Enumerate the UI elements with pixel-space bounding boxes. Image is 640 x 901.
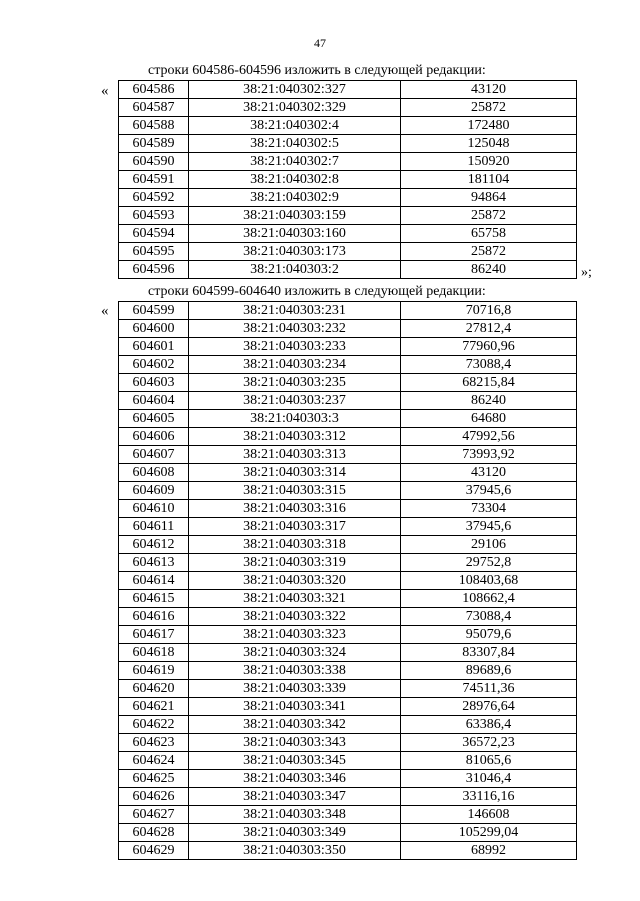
value-cell: 29106 xyxy=(401,536,577,554)
value-cell: 77960,96 xyxy=(401,338,577,356)
table-row xyxy=(119,518,577,536)
row-number-cell: 604628 xyxy=(119,824,189,842)
table-row xyxy=(119,225,577,243)
value-cell: 31046,4 xyxy=(401,770,577,788)
value-cell: 86240 xyxy=(401,392,577,410)
value-cell: 37945,6 xyxy=(401,518,577,536)
value-cell: 125048 xyxy=(401,135,577,153)
table-row xyxy=(119,572,577,590)
cadastral-number-cell: 38:21:040303:2 xyxy=(189,261,401,279)
cadastral-number-cell: 38:21:040303:3 xyxy=(189,410,401,428)
page-number: 47 xyxy=(314,36,326,50)
closing-quote-1: »; xyxy=(581,265,592,280)
section-heading-1: строки 604586-604596 изложить в следующей редакции: xyxy=(148,63,486,78)
cadastral-number-cell: 38:21:040303:233 xyxy=(189,338,401,356)
row-number-cell: 604586 xyxy=(119,81,189,99)
table-row xyxy=(119,302,577,320)
row-number-cell: 604607 xyxy=(119,446,189,464)
cadastral-number-cell: 38:21:040303:319 xyxy=(189,554,401,572)
table-row xyxy=(119,842,577,860)
cadastral-number-cell: 38:21:040303:234 xyxy=(189,356,401,374)
value-cell: 33116,16 xyxy=(401,788,577,806)
row-number-cell: 604617 xyxy=(119,626,189,644)
table-row xyxy=(119,81,577,99)
table-row xyxy=(119,428,577,446)
row-number-cell: 604591 xyxy=(119,171,189,189)
cadastral-number-cell: 38:21:040302:329 xyxy=(189,99,401,117)
value-cell: 37945,6 xyxy=(401,482,577,500)
table-row xyxy=(119,608,577,626)
row-number-cell: 604620 xyxy=(119,680,189,698)
table-row xyxy=(119,788,577,806)
row-number-cell: 604627 xyxy=(119,806,189,824)
table-row xyxy=(119,338,577,356)
row-number-cell: 604593 xyxy=(119,207,189,225)
cadastral-number-cell: 38:21:040303:345 xyxy=(189,752,401,770)
cadastral-number-cell: 38:21:040303:313 xyxy=(189,446,401,464)
cadastral-number-cell: 38:21:040302:7 xyxy=(189,153,401,171)
row-number-cell: 604611 xyxy=(119,518,189,536)
cadastral-number-cell: 38:21:040303:312 xyxy=(189,428,401,446)
value-cell: 43120 xyxy=(401,81,577,99)
row-number-cell: 604587 xyxy=(119,99,189,117)
table-row xyxy=(119,243,577,261)
value-cell: 89689,6 xyxy=(401,662,577,680)
row-number-cell: 604600 xyxy=(119,320,189,338)
table-row xyxy=(119,734,577,752)
value-cell: 68992 xyxy=(401,842,577,860)
cadastral-number-cell: 38:21:040302:5 xyxy=(189,135,401,153)
cadastral-number-cell: 38:21:040303:342 xyxy=(189,716,401,734)
cadastral-number-cell: 38:21:040302:327 xyxy=(189,81,401,99)
cadastral-number-cell: 38:21:040303:173 xyxy=(189,243,401,261)
row-number-cell: 604610 xyxy=(119,500,189,518)
table-row xyxy=(119,644,577,662)
table-row xyxy=(119,135,577,153)
data-table-1 xyxy=(118,80,577,279)
row-number-cell: 604622 xyxy=(119,716,189,734)
cadastral-number-cell: 38:21:040303:350 xyxy=(189,842,401,860)
table-row xyxy=(119,392,577,410)
row-number-cell: 604625 xyxy=(119,770,189,788)
table-row xyxy=(119,716,577,734)
cadastral-number-cell: 38:21:040302:9 xyxy=(189,189,401,207)
value-cell: 150920 xyxy=(401,153,577,171)
row-number-cell: 604612 xyxy=(119,536,189,554)
section-heading-2: строки 604599-604640 изложить в следующей редакции: xyxy=(148,284,486,299)
value-cell: 29752,8 xyxy=(401,554,577,572)
cadastral-number-cell: 38:21:040303:343 xyxy=(189,734,401,752)
cadastral-number-cell: 38:21:040303:314 xyxy=(189,464,401,482)
table-row xyxy=(119,356,577,374)
cadastral-number-cell: 38:21:040303:159 xyxy=(189,207,401,225)
value-cell: 43120 xyxy=(401,464,577,482)
cadastral-number-cell: 38:21:040303:231 xyxy=(189,302,401,320)
cadastral-number-cell: 38:21:040303:316 xyxy=(189,500,401,518)
row-number-cell: 604624 xyxy=(119,752,189,770)
row-number-cell: 604601 xyxy=(119,338,189,356)
cadastral-number-cell: 38:21:040303:347 xyxy=(189,788,401,806)
value-cell: 64680 xyxy=(401,410,577,428)
table-row xyxy=(119,374,577,392)
value-cell: 28976,64 xyxy=(401,698,577,716)
table-row xyxy=(119,806,577,824)
row-number-cell: 604605 xyxy=(119,410,189,428)
row-number-cell: 604596 xyxy=(119,261,189,279)
table-row xyxy=(119,482,577,500)
row-number-cell: 604588 xyxy=(119,117,189,135)
row-number-cell: 604589 xyxy=(119,135,189,153)
cadastral-number-cell: 38:21:040302:4 xyxy=(189,117,401,135)
opening-quote-1: « xyxy=(101,83,109,99)
table-row xyxy=(119,99,577,117)
table-row xyxy=(119,680,577,698)
value-cell: 27812,4 xyxy=(401,320,577,338)
cadastral-number-cell: 38:21:040303:339 xyxy=(189,680,401,698)
table-row xyxy=(119,410,577,428)
value-cell: 63386,4 xyxy=(401,716,577,734)
value-cell: 73088,4 xyxy=(401,608,577,626)
row-number-cell: 604623 xyxy=(119,734,189,752)
value-cell: 108662,4 xyxy=(401,590,577,608)
value-cell: 65758 xyxy=(401,225,577,243)
cadastral-number-cell: 38:21:040303:346 xyxy=(189,770,401,788)
row-number-cell: 604619 xyxy=(119,662,189,680)
cadastral-number-cell: 38:21:040302:8 xyxy=(189,171,401,189)
row-number-cell: 604626 xyxy=(119,788,189,806)
row-number-cell: 604603 xyxy=(119,374,189,392)
table-row xyxy=(119,500,577,518)
table-row xyxy=(119,261,577,279)
row-number-cell: 604615 xyxy=(119,590,189,608)
cadastral-number-cell: 38:21:040303:320 xyxy=(189,572,401,590)
value-cell: 25872 xyxy=(401,207,577,225)
table-row xyxy=(119,554,577,572)
table-row xyxy=(119,446,577,464)
value-cell: 181104 xyxy=(401,171,577,189)
row-number-cell: 604595 xyxy=(119,243,189,261)
value-cell: 146608 xyxy=(401,806,577,824)
value-cell: 47992,56 xyxy=(401,428,577,446)
cadastral-number-cell: 38:21:040303:315 xyxy=(189,482,401,500)
value-cell: 108403,68 xyxy=(401,572,577,590)
cadastral-number-cell: 38:21:040303:160 xyxy=(189,225,401,243)
row-number-cell: 604608 xyxy=(119,464,189,482)
value-cell: 25872 xyxy=(401,99,577,117)
table-row xyxy=(119,189,577,207)
table-row xyxy=(119,207,577,225)
value-cell: 94864 xyxy=(401,189,577,207)
value-cell: 68215,84 xyxy=(401,374,577,392)
table-row xyxy=(119,171,577,189)
cadastral-number-cell: 38:21:040303:318 xyxy=(189,536,401,554)
table-row xyxy=(119,662,577,680)
cadastral-number-cell: 38:21:040303:338 xyxy=(189,662,401,680)
row-number-cell: 604604 xyxy=(119,392,189,410)
table-row xyxy=(119,117,577,135)
row-number-cell: 604609 xyxy=(119,482,189,500)
table-row xyxy=(119,698,577,716)
row-number-cell: 604629 xyxy=(119,842,189,860)
table-row xyxy=(119,590,577,608)
value-cell: 73993,92 xyxy=(401,446,577,464)
value-cell: 172480 xyxy=(401,117,577,135)
value-cell: 36572,23 xyxy=(401,734,577,752)
cadastral-number-cell: 38:21:040303:323 xyxy=(189,626,401,644)
row-number-cell: 604613 xyxy=(119,554,189,572)
table-row xyxy=(119,464,577,482)
row-number-cell: 604614 xyxy=(119,572,189,590)
table-row xyxy=(119,770,577,788)
value-cell: 73304 xyxy=(401,500,577,518)
data-table-2 xyxy=(118,301,577,860)
table-row xyxy=(119,626,577,644)
opening-quote-2: « xyxy=(101,303,109,319)
row-number-cell: 604599 xyxy=(119,302,189,320)
value-cell: 83307,84 xyxy=(401,644,577,662)
cadastral-number-cell: 38:21:040303:235 xyxy=(189,374,401,392)
cadastral-number-cell: 38:21:040303:324 xyxy=(189,644,401,662)
cadastral-number-cell: 38:21:040303:348 xyxy=(189,806,401,824)
value-cell: 86240 xyxy=(401,261,577,279)
row-number-cell: 604592 xyxy=(119,189,189,207)
cadastral-number-cell: 38:21:040303:349 xyxy=(189,824,401,842)
table-row xyxy=(119,153,577,171)
cadastral-number-cell: 38:21:040303:317 xyxy=(189,518,401,536)
table-row xyxy=(119,320,577,338)
row-number-cell: 604616 xyxy=(119,608,189,626)
row-number-cell: 604618 xyxy=(119,644,189,662)
row-number-cell: 604606 xyxy=(119,428,189,446)
value-cell: 73088,4 xyxy=(401,356,577,374)
row-number-cell: 604594 xyxy=(119,225,189,243)
cadastral-number-cell: 38:21:040303:321 xyxy=(189,590,401,608)
cadastral-number-cell: 38:21:040303:341 xyxy=(189,698,401,716)
value-cell: 95079,6 xyxy=(401,626,577,644)
row-number-cell: 604590 xyxy=(119,153,189,171)
value-cell: 74511,36 xyxy=(401,680,577,698)
value-cell: 81065,6 xyxy=(401,752,577,770)
value-cell: 105299,04 xyxy=(401,824,577,842)
cadastral-number-cell: 38:21:040303:232 xyxy=(189,320,401,338)
row-number-cell: 604602 xyxy=(119,356,189,374)
row-number-cell: 604621 xyxy=(119,698,189,716)
cadastral-number-cell: 38:21:040303:322 xyxy=(189,608,401,626)
cadastral-number-cell: 38:21:040303:237 xyxy=(189,392,401,410)
value-cell: 25872 xyxy=(401,243,577,261)
table-row xyxy=(119,536,577,554)
table-row xyxy=(119,752,577,770)
value-cell: 70716,8 xyxy=(401,302,577,320)
table-row xyxy=(119,824,577,842)
